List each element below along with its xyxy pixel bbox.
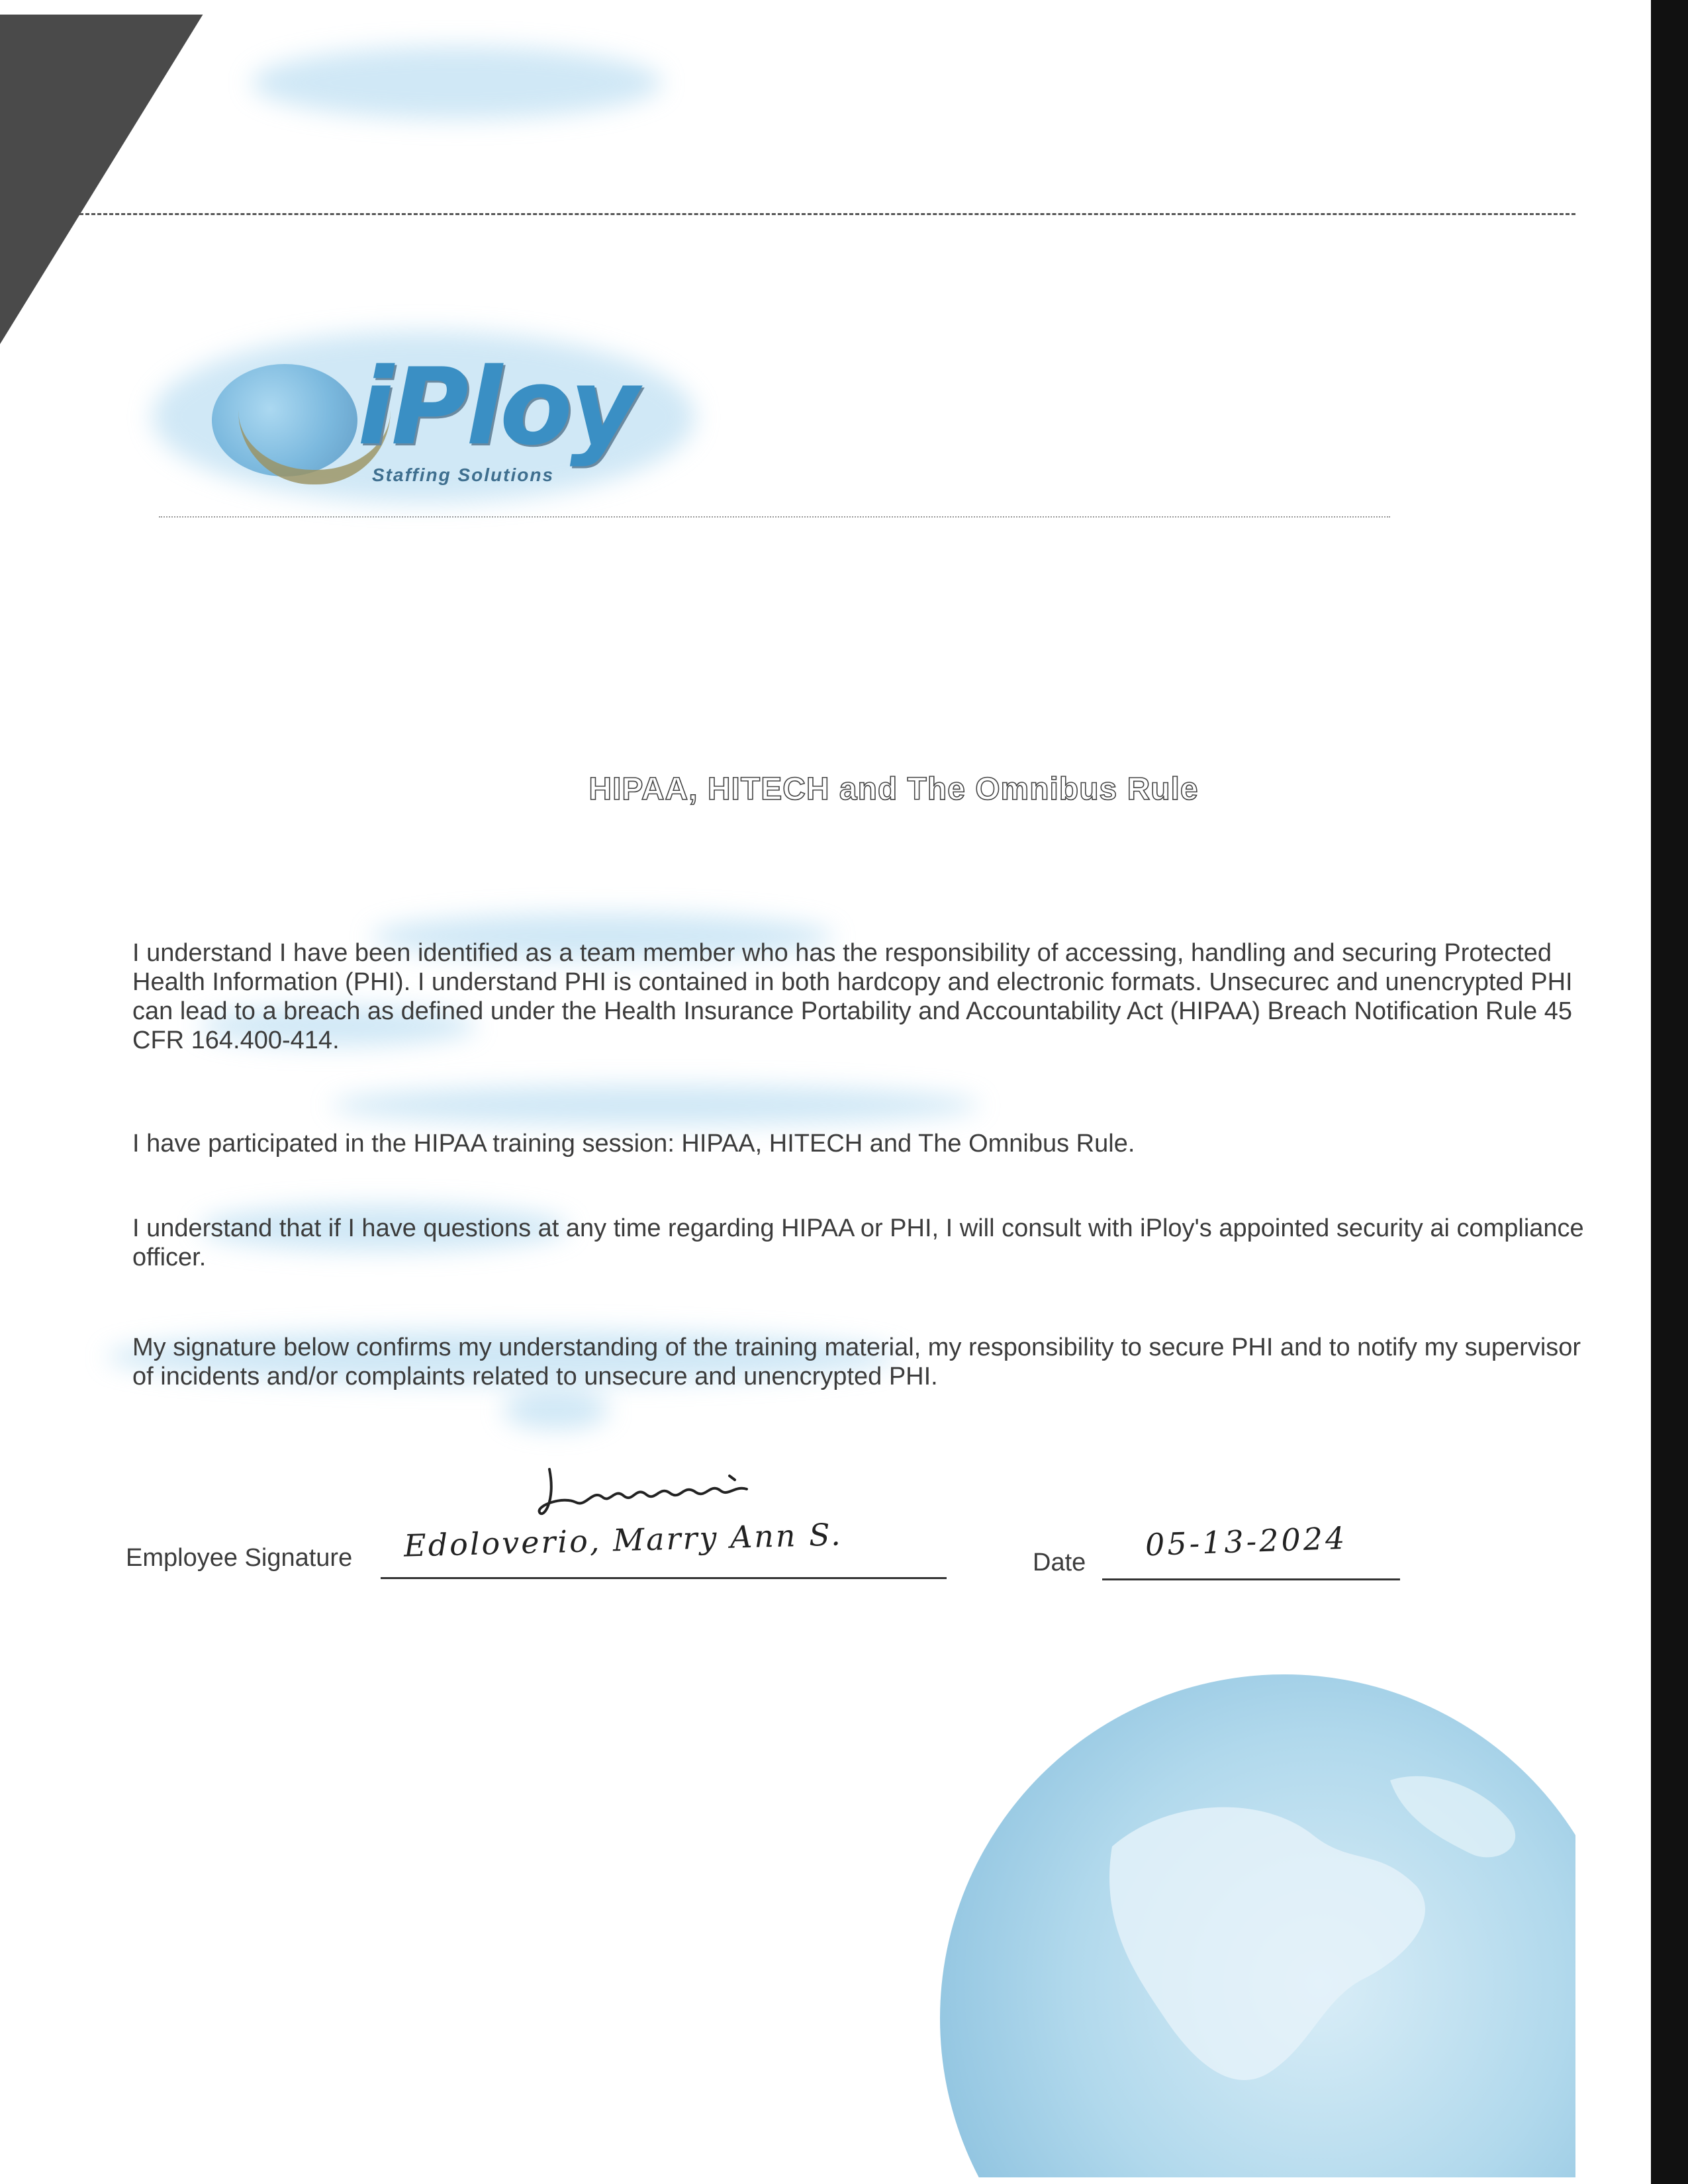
date-line bbox=[1102, 1578, 1400, 1580]
toner-smudge bbox=[503, 1390, 609, 1430]
logo-wordmark: iPloy bbox=[357, 345, 637, 469]
company-logo bbox=[199, 338, 675, 510]
scan-artifact-line bbox=[79, 213, 1575, 215]
document-title: HIPAA, HITECH and The Omnibus Rule bbox=[588, 772, 1199, 807]
scan-artifact-dots bbox=[159, 516, 1390, 518]
employee-signature-label: Employee Signature bbox=[126, 1544, 353, 1572]
employee-signature-name: Edoloverio, Marry Ann S. bbox=[403, 1516, 843, 1564]
date-label: Date bbox=[1033, 1549, 1086, 1576]
signature-line bbox=[381, 1577, 947, 1579]
scanned-corner-fold bbox=[0, 0, 212, 344]
toner-smudge bbox=[331, 1085, 980, 1125]
paragraph-training: I have participated in the HIPAA training session: HIPAA, HITECH and The Omnibus Rule. bbox=[132, 1130, 1135, 1158]
paragraph-confirmation: My signature below confirms my understanding of the training material, my responsibility to secure PHI and to notify my supervisor of incidents and/or complaints related to unsecure and unencrypted PHI. bbox=[132, 1334, 1581, 1390]
logo-tagline: Staffing Solutions bbox=[372, 465, 555, 485]
scanner-edge-strip bbox=[1651, 0, 1688, 2184]
signature-date: 05-13-2024 bbox=[1145, 1520, 1348, 1563]
paragraph-acknowledgement: I understand I have been identified as a team member who has the responsibility of accessing, handling and securing Protected Health Information (PHI). I understand PHI is contained in both hardcopy and electronic formats. Unsecurec and unencrypted PHI can lead to a breach as defined under the Health Insurance Portability and Accountability Act (HIPAA) Breach Notification Rule 45 CFR 164.400-414. bbox=[132, 939, 1573, 1054]
paragraph-questions: I understand that if I have questions at any time regarding HIPAA or PHI, I will consult with iPloy's appointed security ai compliance officer. bbox=[132, 1214, 1584, 1271]
globe-watermark-icon bbox=[914, 1648, 1575, 2177]
page-top-margin bbox=[0, 0, 1688, 15]
handwritten-signature-icon bbox=[536, 1456, 761, 1529]
toner-smudge bbox=[252, 46, 662, 119]
